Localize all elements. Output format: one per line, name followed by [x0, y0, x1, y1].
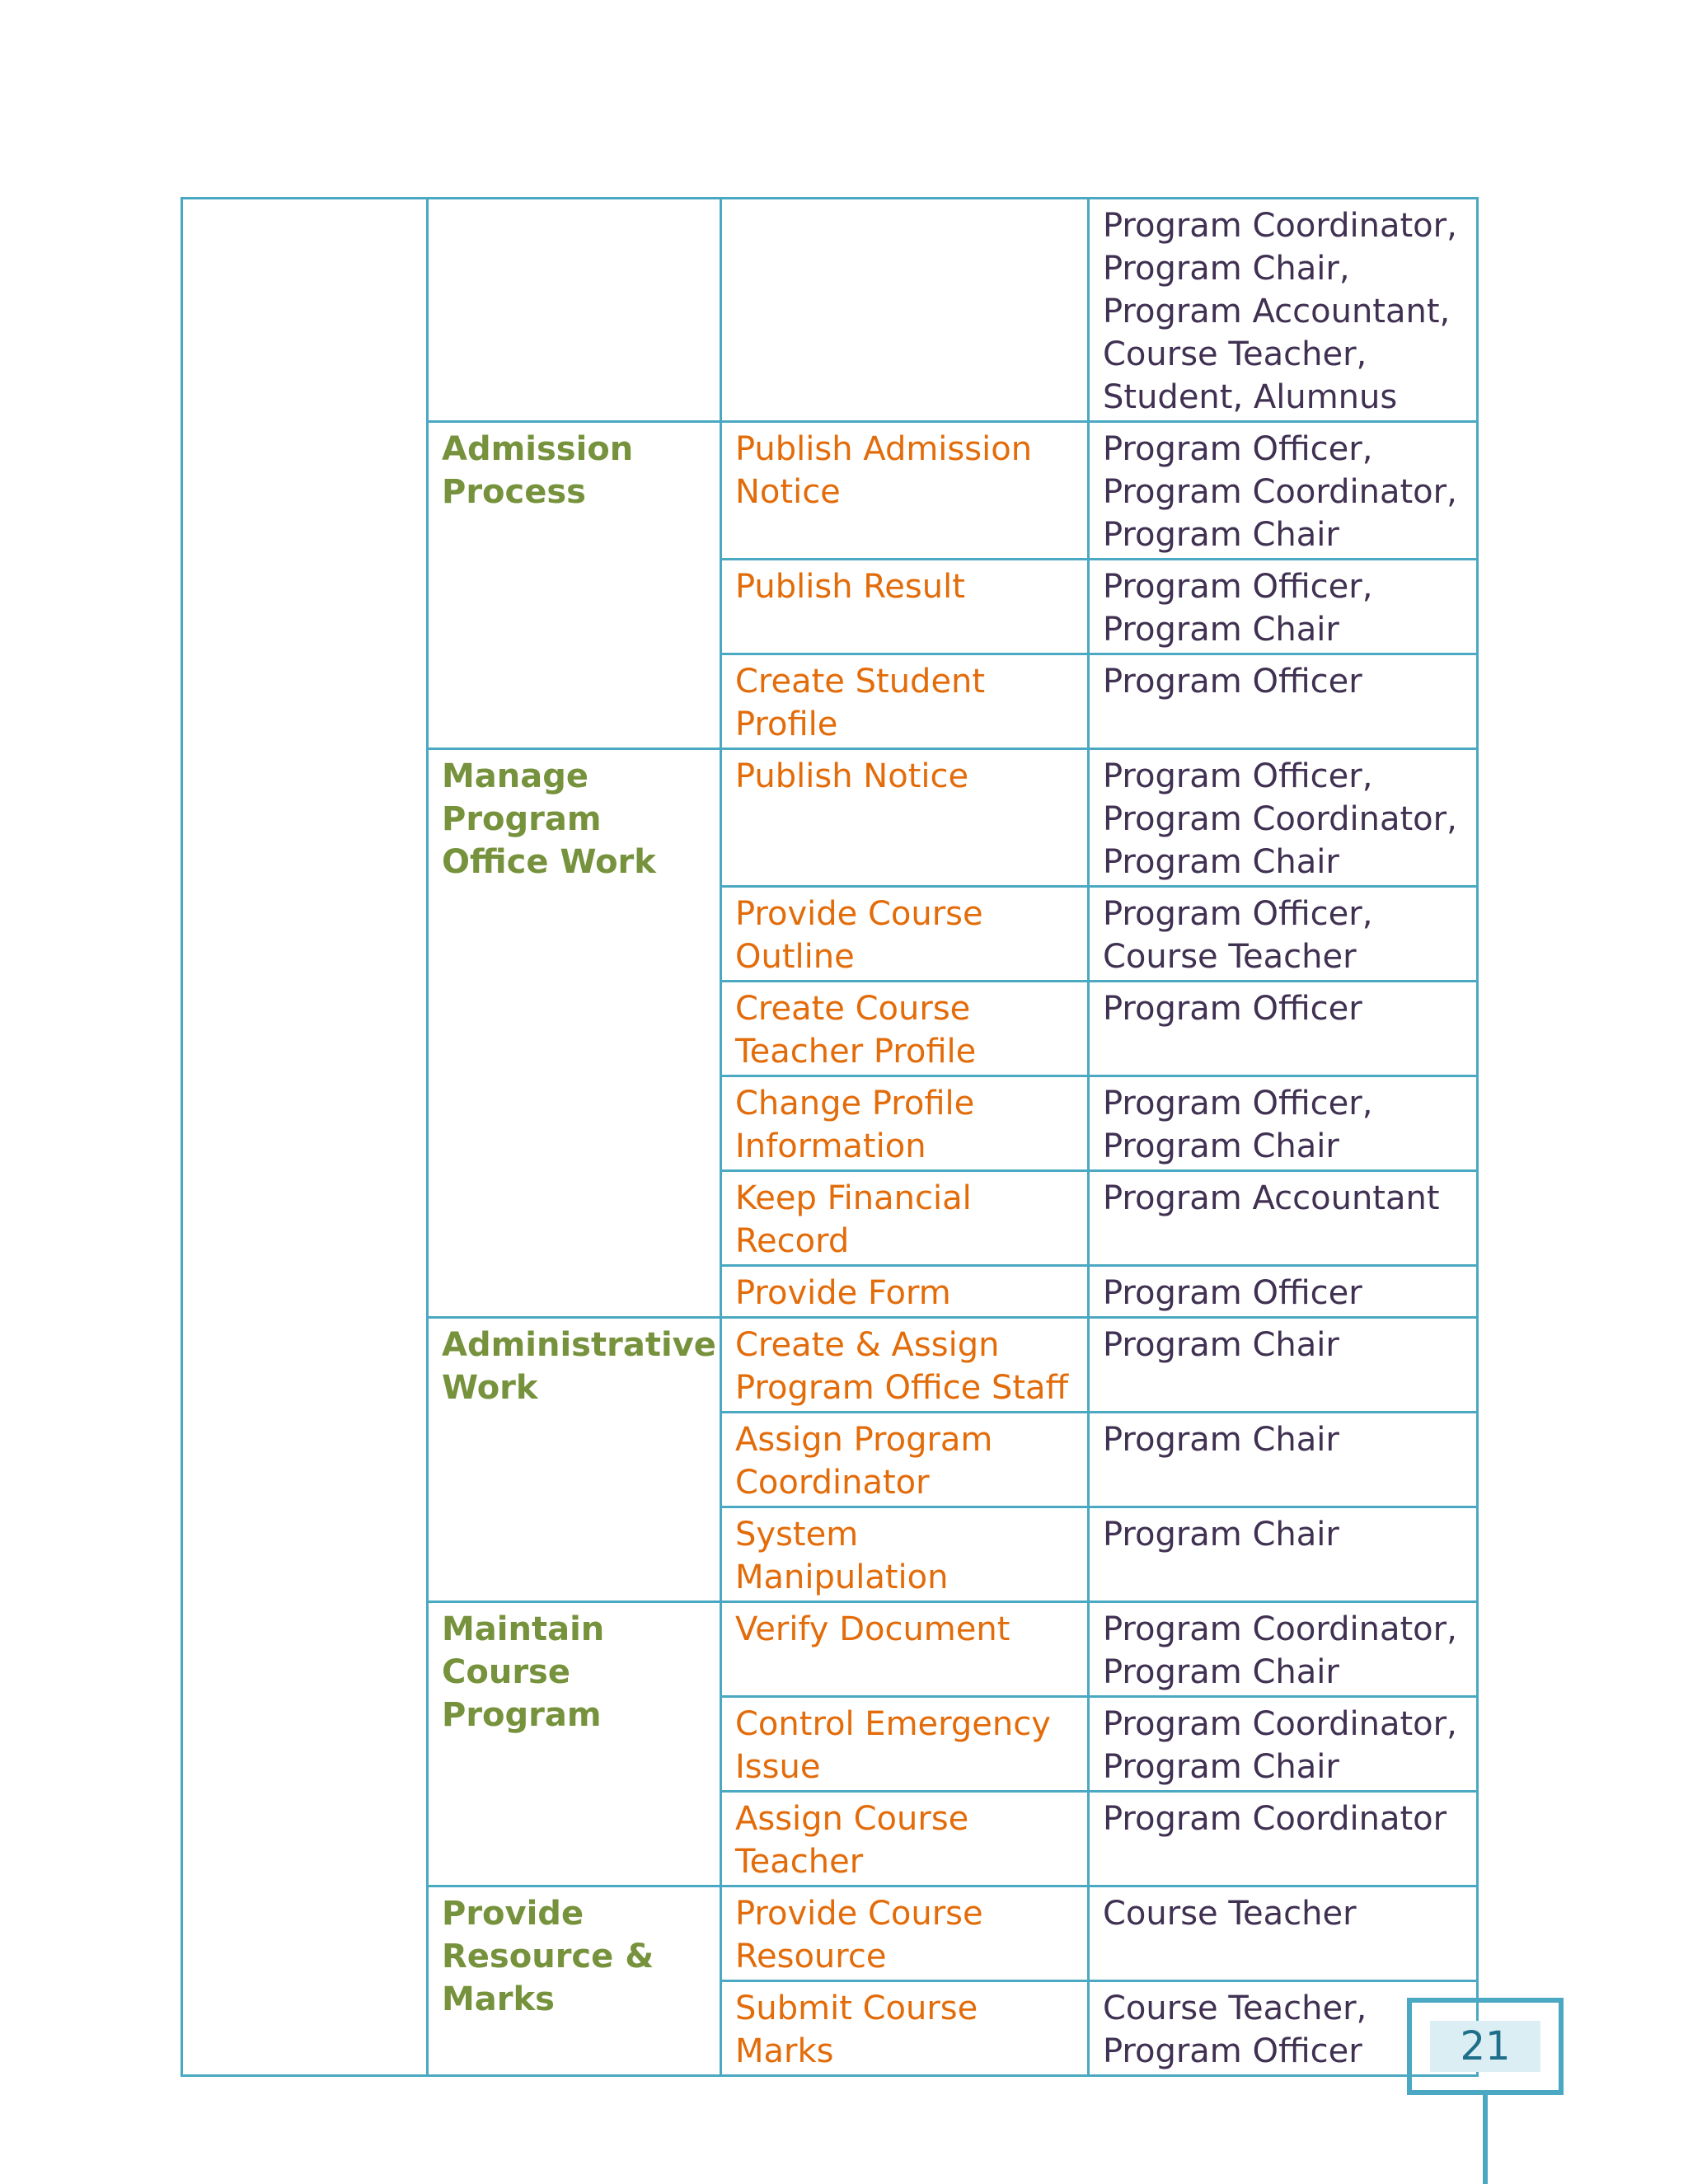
- function-cell: Assign Course Teacher: [721, 1792, 1089, 1886]
- function-cell: Assign Program Coordinator: [721, 1413, 1089, 1507]
- page-number-stem: [1483, 2095, 1488, 2184]
- function-cell: Keep Financial Record: [721, 1171, 1089, 1266]
- roles-cell: Program Chair: [1089, 1413, 1478, 1507]
- roles-cell: Program Coordinator, Program Chair: [1089, 1697, 1478, 1792]
- roles-cell: Program Officer, Program Coordinator, Program Chair: [1089, 422, 1478, 560]
- role-function-table: [181, 197, 1479, 2077]
- module-cell: [428, 199, 721, 422]
- function-cell: Publish Notice: [721, 749, 1089, 887]
- function-cell: System Manipulation: [721, 1507, 1089, 1602]
- roles-cell: Program Coordinator, Program Chair: [1089, 1602, 1478, 1697]
- function-cell: Publish Result: [721, 560, 1089, 654]
- roles-cell: Program Accountant: [1089, 1171, 1478, 1266]
- roles-cell: Program Officer: [1089, 982, 1478, 1076]
- blank-column-cell: [182, 199, 428, 2076]
- page-number-box: [1407, 1998, 1564, 2095]
- roles-cell: Program Officer, Program Chair: [1089, 560, 1478, 654]
- roles-cell: Program Officer, Program Coordinator, Program Chair: [1089, 749, 1478, 887]
- function-cell: Provide Course Resource: [721, 1886, 1089, 1981]
- function-cell: Provide Course Outline: [721, 887, 1089, 982]
- module-cell: Maintain Course Program: [428, 1602, 721, 1886]
- roles-cell: Program Officer: [1089, 654, 1478, 749]
- function-cell: Create Course Teacher Profile: [721, 982, 1089, 1076]
- module-cell: Administrative Work: [428, 1318, 721, 1602]
- function-cell: [721, 199, 1089, 422]
- roles-cell: Course Teacher, Program Officer: [1089, 1981, 1478, 2076]
- roles-cell: Program Officer, Course Teacher: [1089, 887, 1478, 982]
- function-cell: Change Profile Information: [721, 1076, 1089, 1171]
- module-cell: Admission Process: [428, 422, 721, 749]
- function-cell: Control Emergency Issue: [721, 1697, 1089, 1792]
- table-body: [182, 199, 1478, 2076]
- roles-cell: Program Officer, Program Chair: [1089, 1076, 1478, 1171]
- roles-cell: Program Chair: [1089, 1318, 1478, 1413]
- table-row: [182, 199, 1478, 422]
- function-cell: Create & Assign Program Office Staff: [721, 1318, 1089, 1413]
- module-cell: Manage Program Office Work: [428, 749, 721, 1318]
- function-cell: Create Student Profile: [721, 654, 1089, 749]
- roles-cell: Program Coordinator: [1089, 1792, 1478, 1886]
- roles-cell: Program Coordinator, Program Chair, Program Accountant, Course Teacher, Student, Alumnus: [1089, 199, 1478, 422]
- function-cell: Provide Form: [721, 1266, 1089, 1318]
- roles-cell: Course Teacher: [1089, 1886, 1478, 1981]
- roles-cell: Program Chair: [1089, 1507, 1478, 1602]
- function-cell: Submit Course Marks: [721, 1981, 1089, 2076]
- module-cell: Provide Resource & Marks: [428, 1886, 721, 2076]
- roles-cell: Program Officer: [1089, 1266, 1478, 1318]
- function-cell: Verify Document: [721, 1602, 1089, 1697]
- function-cell: Publish Admission Notice: [721, 422, 1089, 560]
- page-number: 21: [1430, 2021, 1540, 2072]
